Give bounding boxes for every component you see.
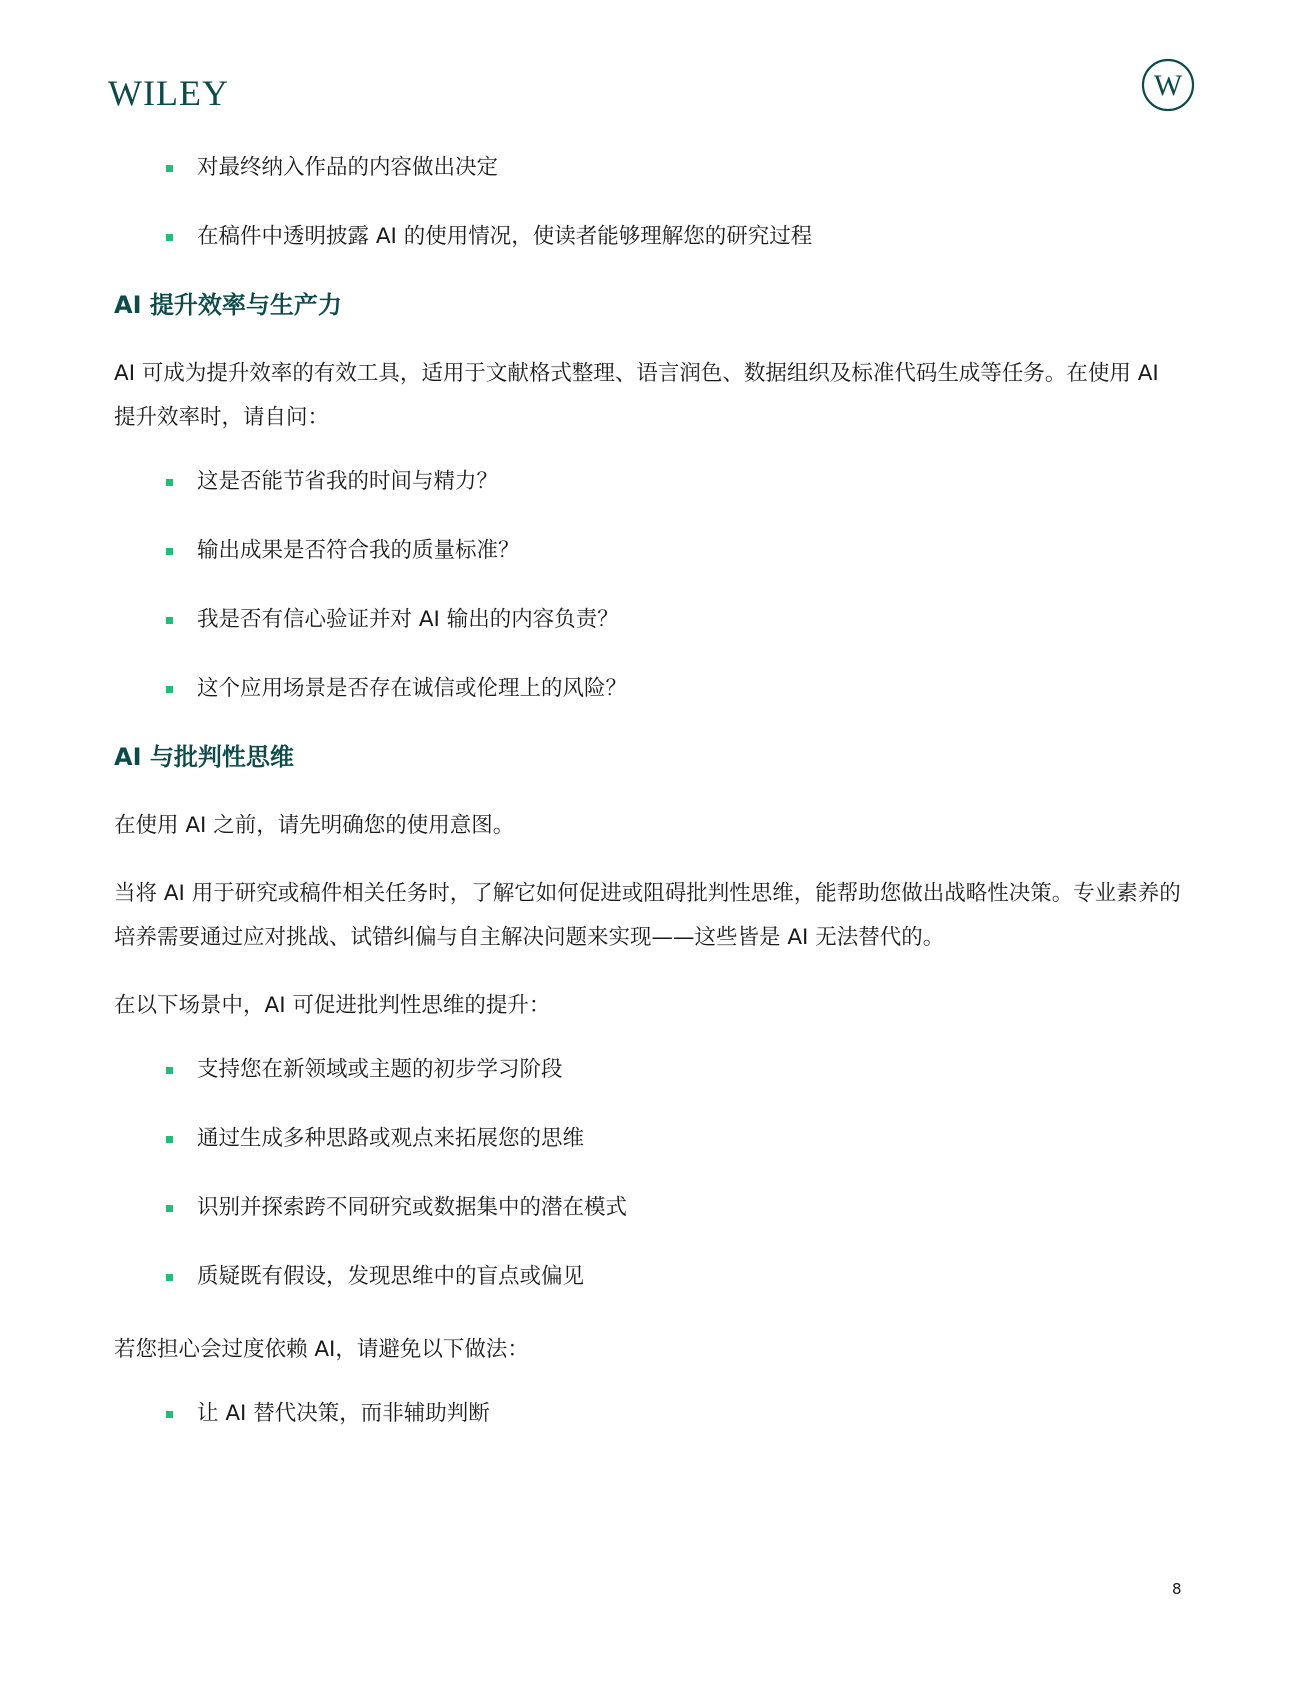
paragraph: 当将 AI 用于研究或稿件相关任务时，了解它如何促进或阻碍批判性思维，能帮助您做出战略性决策。专业素养的培养需要通过应对挑战、试错纠偏与自主解决问题来实现——这些皆是 AI 无法替代的。 [114, 881, 1181, 950]
paragraph: 在使用 AI 之前，请先明确您的使用意图。 [114, 813, 515, 838]
wiley-logo: WILEY [108, 73, 229, 113]
wiley-w-emblem-icon [1141, 58, 1195, 112]
document-body [114, 150, 1184, 1465]
list-item: 输出成果是否符合我的质量标准？ [114, 533, 1184, 569]
section-heading: AI 提升效率与生产力 [114, 291, 342, 319]
paragraph: AI 可成为提升效率的有效工具，适用于文献格式整理、语言润色、数据组织及标准代码生成等任务。在使用 AI 提升效率时，请自问： [114, 361, 1159, 430]
list-item: 支持您在新领域或主题的初步学习阶段 [114, 1052, 1184, 1088]
page-number: 8 [1172, 1580, 1182, 1598]
paragraph: 若您担心会过度依赖 AI，请避免以下做法： [114, 1337, 529, 1362]
list-item: 让 AI 替代决策，而非辅助判断 [114, 1396, 1184, 1432]
section-heading: AI 与批判性思维 [114, 743, 294, 771]
svg-text:W: W [1153, 69, 1183, 102]
list-item: 在稿件中透明披露 AI 的使用情况，使读者能够理解您的研究过程 [114, 219, 1184, 255]
list-item: 质疑既有假设，发现思维中的盲点或偏见 [114, 1259, 1184, 1295]
list-item: 我是否有信心验证并对 AI 输出的内容负责？ [114, 602, 1184, 638]
list-item: 识别并探索跨不同研究或数据集中的潜在模式 [114, 1190, 1184, 1226]
list-item: 通过生成多种思路或观点来拓展您的思维 [114, 1121, 1184, 1157]
list-item: 这个应用场景是否存在诚信或伦理上的风险？ [114, 671, 1184, 707]
list-item: 对最终纳入作品的内容做出决定 [114, 150, 1184, 186]
paragraph: 在以下场景中，AI 可促进批判性思维的提升： [114, 993, 551, 1018]
list-item: 这是否能节省我的时间与精力？ [114, 464, 1184, 500]
